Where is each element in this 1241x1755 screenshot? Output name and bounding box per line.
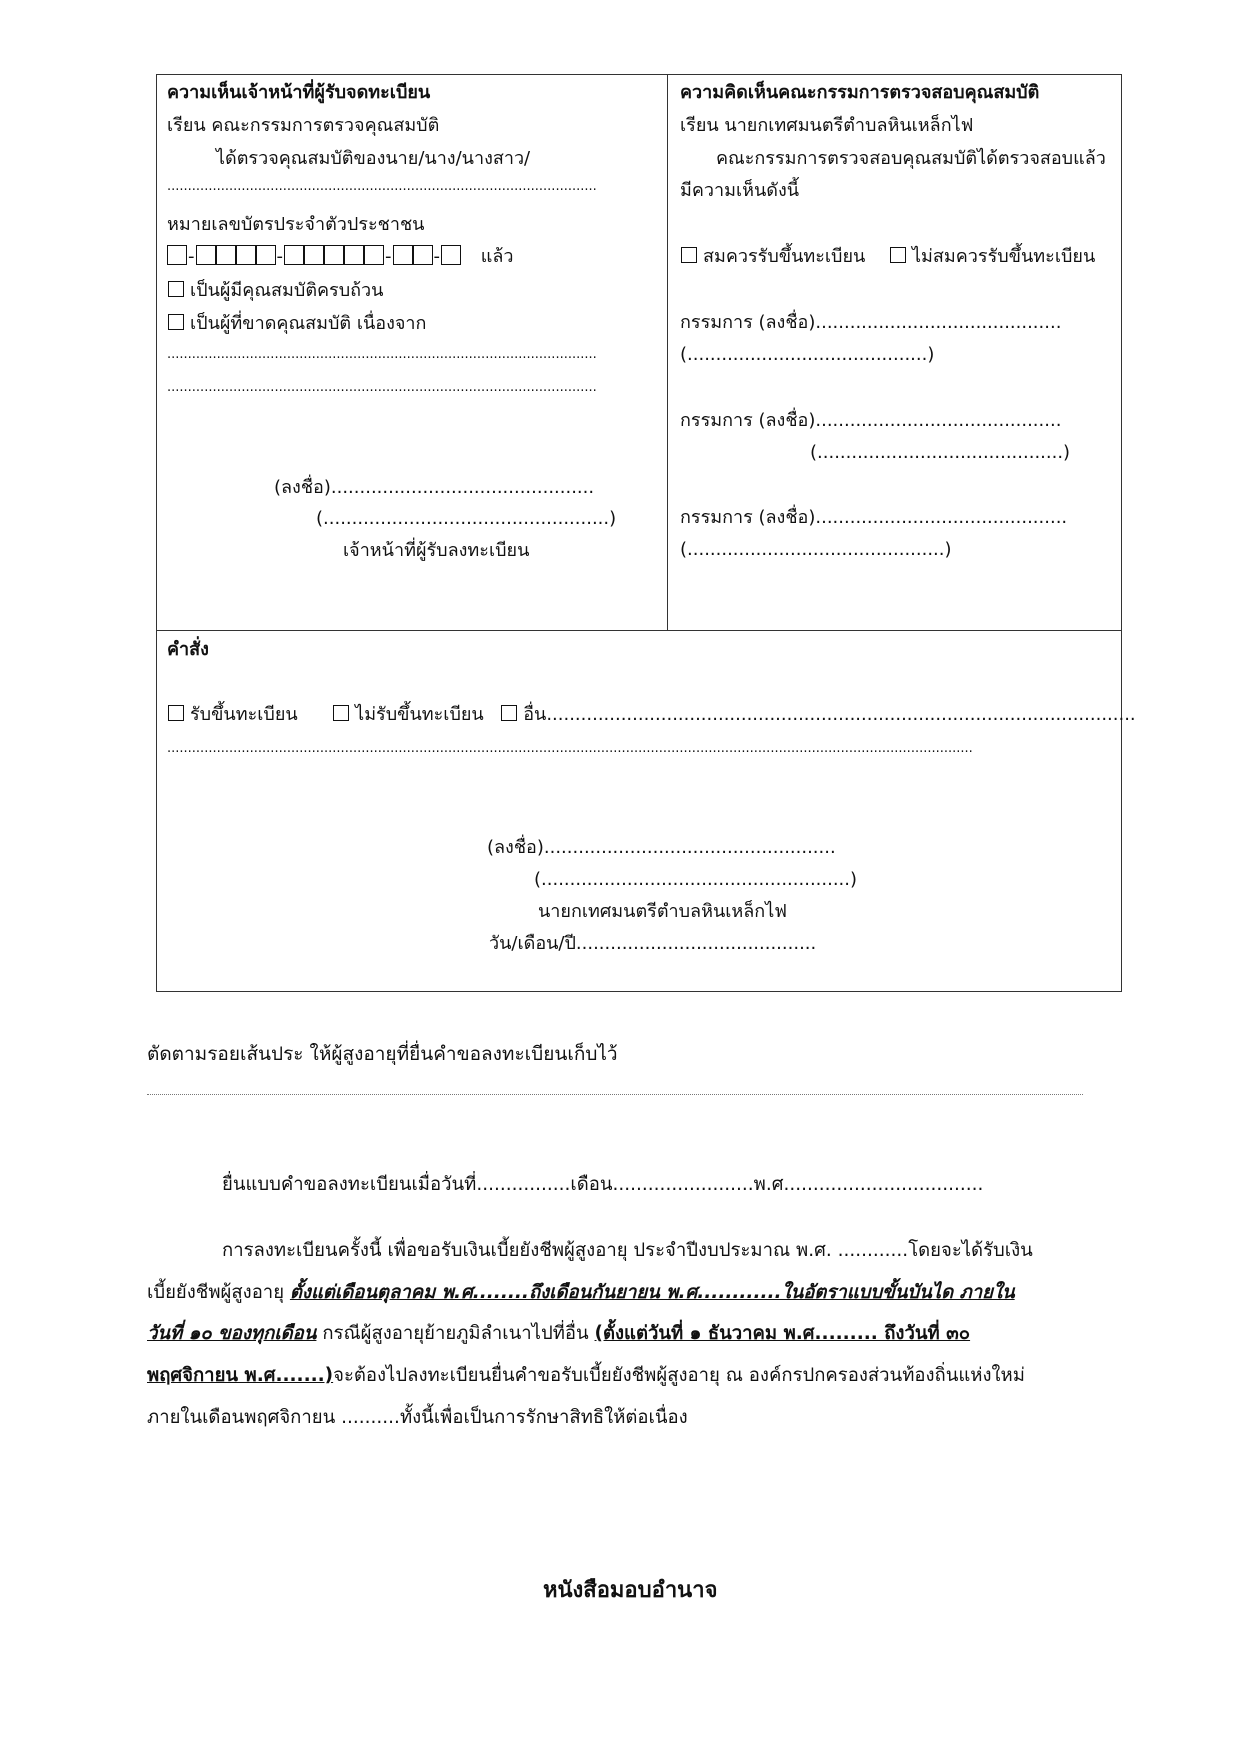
id-digit-box[interactable]	[364, 245, 384, 265]
id-boxes[interactable]: - - - - แล้ว	[167, 245, 513, 266]
id-digit-box[interactable]	[393, 245, 413, 265]
officer-sign: (ลงชื่อ)..............................................	[274, 477, 595, 498]
opt-unqualified[interactable]: เป็นผู้ที่ขาดคุณสมบัติ เนื่องจาก	[168, 314, 426, 333]
cut-dotted-line	[147, 1094, 1083, 1095]
left-to-line: เรียน คณะกรรมการตรวจคุณสมบัติ	[167, 115, 440, 136]
cut-note: ตัดตามรอยเส้นประ ให้ผู้สูงอายุที่ยื่นคำขอลงทะเบียนเก็บไว้	[147, 1043, 618, 1065]
right-panel-heading: ความคิดเห็นคณะกรรมการตรวจสอบคุณสมบัติ	[680, 82, 1040, 103]
left-checked-line: ได้ตรวจคุณสมบัติของนาย/นาง/นางสาว/	[216, 148, 531, 169]
receipt-p5: ภายในเดือนพฤศจิกายน ..........ทั้งนี้เพื่อเป็นการรักษาสิทธิให้ต่อเนื่อง	[147, 1407, 688, 1428]
receipt-p1: การลงทะเบียนครั้งนี้ เพื่อขอรับเงินเบี้ยยังชีพผู้สูงอายุ ประจำปีงบประมาณ พ.ศ. ............โดยจะได้รับเงิน	[222, 1240, 1033, 1261]
column-divider	[667, 74, 668, 630]
opt-qualified[interactable]: เป็นผู้มีคุณสมบัติครบถ้วน	[168, 281, 383, 300]
receipt-p2: เบี้ยยังชีพผู้สูงอายุ ตั้งแต่เดือนตุลาคม พ.ศ........ถึงเดือนกันยายน พ.ศ............ในอัตราแบบขั้นบันได ภายใน	[147, 1282, 1015, 1303]
order-heading: คำสั่ง	[167, 639, 209, 660]
receipt-p4: พฤศจิกายน พ.ศ.......)จะต้องไปลงทะเบียนยื่นคำขอรับเบี้ยยังชีพผู้สูงอายุ ณ องค์กรปกครองส่วนท้องถิ่นแห่งใหม่	[147, 1365, 1025, 1386]
footer-title: หนังสือมอบอำนาจ	[543, 1578, 718, 1603]
id-digit-box[interactable]	[324, 245, 344, 265]
reason-dotted-line: ........................................................................................................	[167, 347, 597, 362]
id-digit-box[interactable]	[344, 245, 364, 265]
left-panel-heading: ความเห็นเจ้าหน้าที่ผู้รับจดทะเบียน	[167, 82, 431, 103]
order-date: วัน/เดือน/ปี..........................................	[489, 933, 817, 954]
mayor-sign: (ลงชื่อ)...................................................	[487, 837, 836, 858]
checkbox[interactable]	[333, 705, 349, 721]
checkbox[interactable]	[168, 705, 184, 721]
id-digit-box[interactable]	[413, 245, 433, 265]
right-body-1: คณะกรรมการตรวจสอบคุณสมบัติได้ตรวจสอบแล้ว	[716, 148, 1106, 169]
opt-other-label: อื่น.......................................................................................................	[523, 704, 1136, 725]
right-body-2: มีความเห็นดังนี้	[680, 180, 800, 201]
order-dotted-line: ...................................................................................................................................................................................................	[167, 741, 973, 756]
opt-not-approve[interactable]: ไม่สมควรรับขึ้นทะเบียน	[890, 247, 1095, 266]
id-digit-box[interactable]	[256, 245, 276, 265]
mayor-sign-paren: (......................................................)	[534, 869, 858, 890]
checkbox[interactable]	[168, 314, 184, 330]
officer-title: เจ้าหน้าที่ผู้รับลงทะเบียน	[343, 540, 530, 561]
opt-reject-label: ไม่รับขึ้นทะเบียน	[355, 704, 484, 725]
checkbox[interactable]	[890, 247, 906, 263]
checkbox[interactable]	[168, 281, 184, 297]
id-digit-box[interactable]	[304, 245, 324, 265]
row-divider	[156, 630, 1122, 631]
right-to-line: เรียน นายกเทศมนตรีตำบลหินเหล็กไฟ	[680, 115, 974, 136]
id-digit-box[interactable]	[196, 245, 216, 265]
checkbox[interactable]	[681, 247, 697, 263]
id-digit-box[interactable]	[167, 245, 187, 265]
name-dotted-line: ........................................................................................................	[167, 179, 597, 194]
id-digit-box[interactable]	[441, 245, 461, 265]
reason-dotted-line: ........................................................................................................	[167, 380, 597, 395]
checkbox[interactable]	[501, 705, 517, 721]
id-label: หมายเลขบัตรประจำตัวประชาชน	[167, 214, 425, 235]
receipt-p3: วันที่ ๑๐ ของทุกเดือน กรณีผู้สูงอายุย้ายภูมิลำเนาไปที่อื่น (ตั้งแต่วันที่ ๑ ธันวาคม พ.ศ......... ถึงวันที่ ๓๐	[147, 1323, 971, 1344]
receipt-line-1: ยื่นแบบคำขอลงทะเบียนเมื่อวันที่................เดือน........................พ.ศ..................................	[222, 1174, 984, 1195]
id-digit-box[interactable]	[216, 245, 236, 265]
opt-approve[interactable]: สมควรรับขึ้นทะเบียน	[681, 247, 865, 266]
committee-sign-3: กรรมการ (ลงชื่อ)............................................	[680, 507, 1068, 528]
opt-accept-label: รับขึ้นทะเบียน	[190, 704, 298, 725]
id-digit-box[interactable]	[284, 245, 304, 265]
order-options[interactable]	[168, 705, 1136, 724]
committee-sign-2: กรรมการ (ลงชื่อ)...........................................	[680, 410, 1062, 431]
id-digit-box[interactable]	[236, 245, 256, 265]
committee-sign-1: กรรมการ (ลงชื่อ)...........................................	[680, 312, 1062, 333]
officer-sign-paren: (..................................................)	[316, 508, 617, 529]
committee-sign-2-paren: (...........................................)	[810, 442, 1071, 463]
mayor-title: นายกเทศมนตรีตำบลหินเหล็กไฟ	[538, 901, 787, 922]
committee-sign-3-paren: (.............................................)	[680, 539, 952, 560]
id-suffix: แล้ว	[480, 246, 514, 267]
committee-sign-1-paren: (..........................................)	[680, 344, 935, 365]
